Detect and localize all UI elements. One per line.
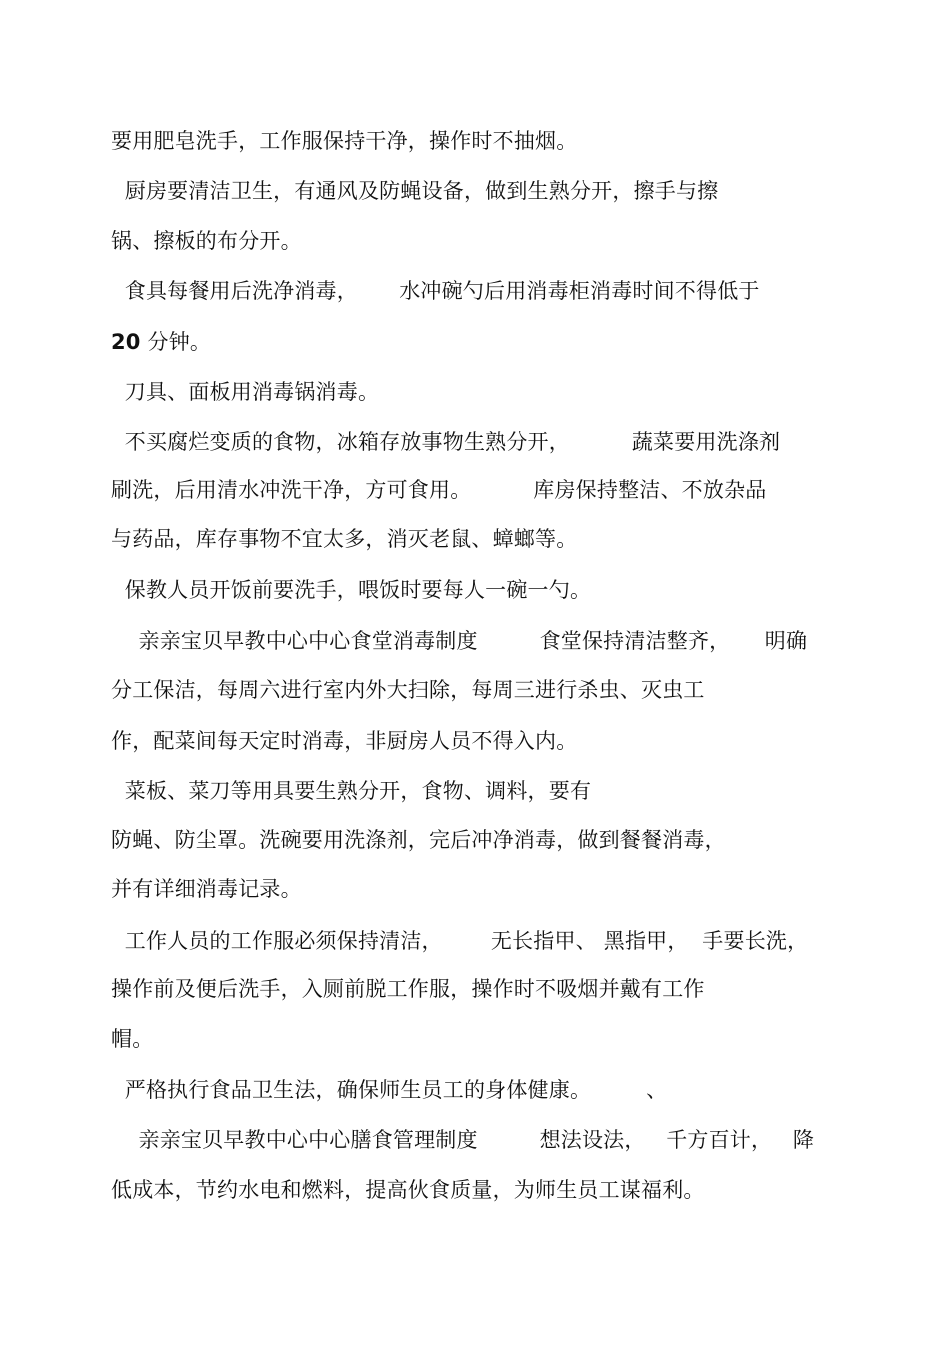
text-line: 防蝇、防尘罩。洗碗要用洗涤剂，完后冲净消毒，做到餐餐消毒， [111, 828, 726, 852]
text-line: 并有详细消毒记录。 [111, 877, 302, 901]
text-line [111, 328, 211, 356]
text-line: 操作前及便后洗手，入厕前脱工作服，操作时不吸烟并戴有工作 [111, 977, 705, 1001]
text-line: 与药品，库存事物不宜太多，消灭老鼠、蟑螂等。 [111, 527, 578, 551]
text-line: 厨房要清洁卫生，有通风及防蝇设备，做到生熟分开，擦手与擦 [111, 179, 719, 203]
text-line: 锅、擦板的布分开。 [111, 229, 302, 253]
text-line: 刷洗，后用清水冲洗干净，方可食用。 库房保持整洁、不放杂品 [111, 478, 767, 502]
text-line: 帽。 [111, 1027, 154, 1051]
text-line: 分工保洁，每周六进行室内外大扫除，每周三进行杀虫、灭虫工 [111, 678, 705, 702]
text-line: 严格执行食品卫生法，确保师生员工的身体健康。 、 [111, 1078, 668, 1102]
text-line: 食具每餐用后洗净消毒， 水冲碗勺后用消毒柜消毒时间不得低于 [111, 279, 760, 303]
number-text: 20 [111, 330, 141, 354]
text-line: 亲亲宝贝早教中心中心食堂消毒制度 食堂保持清洁整齐， 明确 [111, 629, 808, 653]
text-line: 不买腐烂变质的食物，冰箱存放事物生熟分开， 蔬菜要用洗涤剂 [111, 430, 781, 454]
text-line: 作，配菜间每天定时消毒，非厨房人员不得入内。 [111, 729, 578, 753]
text-line: 菜板、菜刀等用具要生熟分开，食物、调料，要有 [111, 779, 592, 803]
text-line: 工作人员的工作服必须保持清洁， 无长指甲、 黑指甲， 手要长洗， [111, 929, 809, 953]
text-line: 保教人员开饭前要洗手，喂饭时要每人一碗一勺。 [111, 578, 592, 602]
unit-text: 分钟。 [140, 330, 212, 354]
text-line: 要用肥皂洗手，工作服保持干净，操作时不抽烟。 [111, 129, 578, 153]
text-line: 刀具、面板用消毒锅消毒。 [111, 380, 380, 404]
text-line: 低成本，节约水电和燃料，提高伙食质量，为师生员工谋福利。 [111, 1178, 705, 1202]
text-line: 亲亲宝贝早教中心中心膳食管理制度 想法设法， 千方百计， 降 [111, 1128, 815, 1152]
